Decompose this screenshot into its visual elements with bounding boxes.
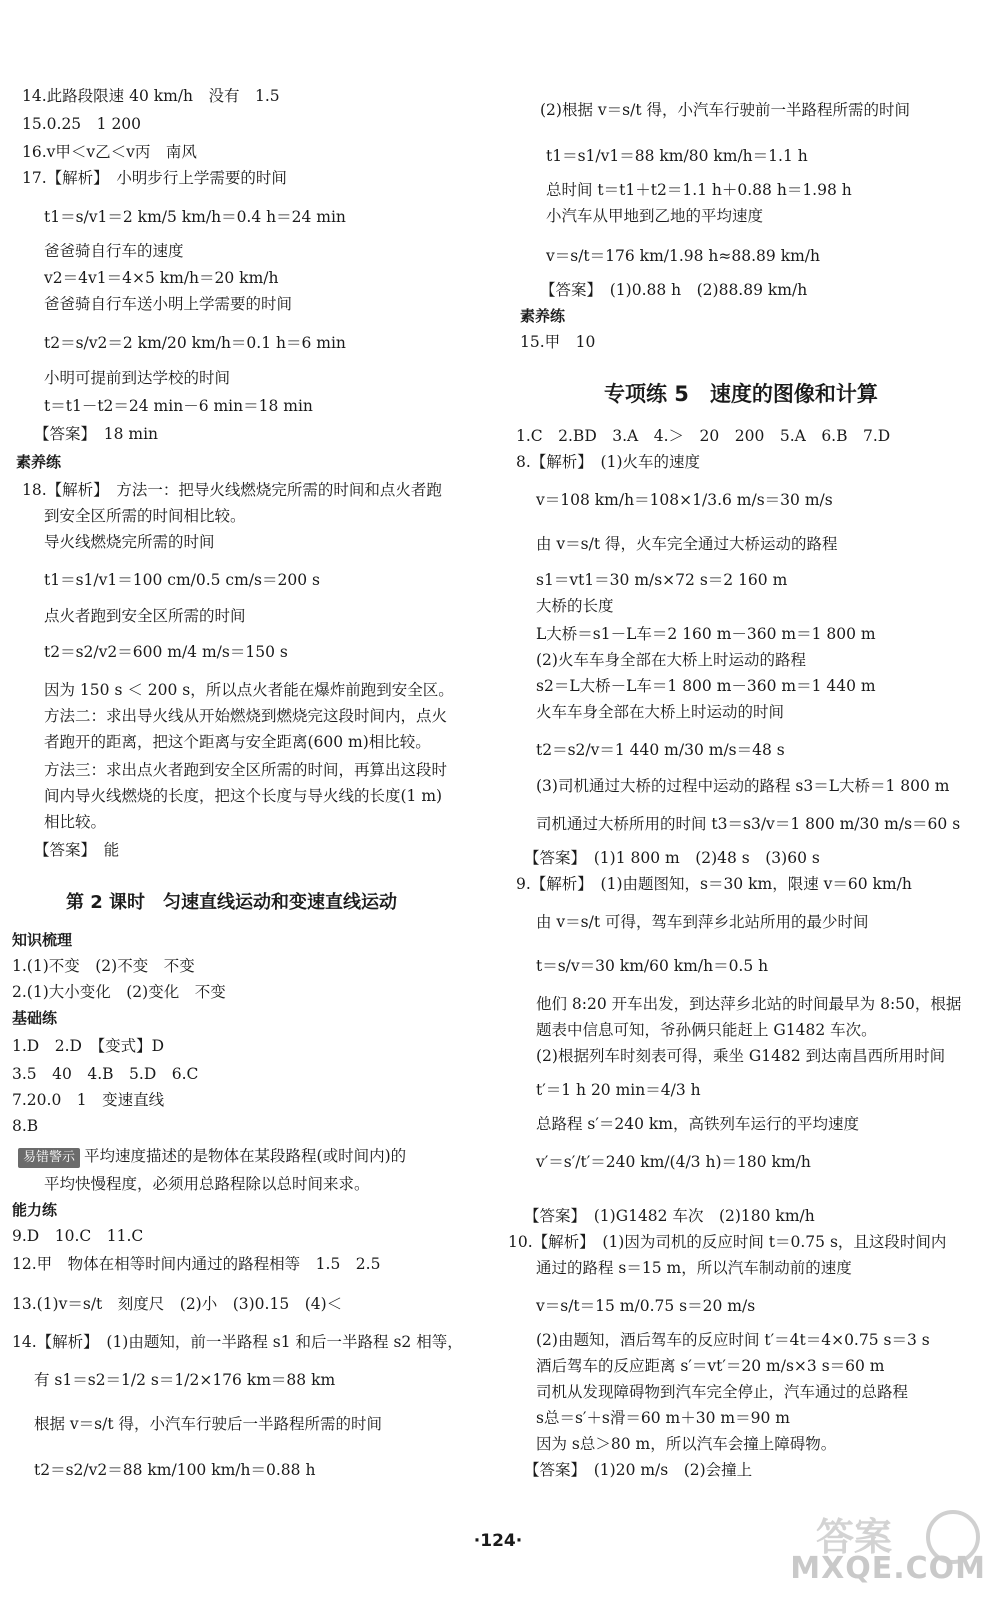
right-line <box>536 912 869 932</box>
right-line-text: 总时间 t＝t1＋t2＝1.1 h＋0.88 h＝1.98 h <box>546 181 852 199</box>
right-line <box>536 624 876 644</box>
left-line-text: 者跑开的距离，把这个距离与安全距离(600 m)相比较。 <box>44 733 431 751</box>
right-line <box>536 1258 852 1278</box>
left-line-text: 方法三：求出点火者跑到安全区所需的时间，再算出这段时 <box>44 761 448 779</box>
right-line-text: 【答案】 (1)G1482 车次 (2)180 km/h <box>524 1207 815 1225</box>
right-line-text: s2＝L大桥－L车＝1 800 m－360 m＝1 440 m <box>536 677 876 695</box>
left-line-text: 9.D 10.C 11.C <box>12 1227 144 1245</box>
watermark-logo <box>790 1504 986 1592</box>
left-line <box>12 1332 463 1352</box>
left-line-text: 相比较。 <box>44 813 107 831</box>
right-line-text: (3)司机通过大桥的过程中运动的路程 s3＝L大桥＝1 800 m <box>536 777 950 795</box>
right-line <box>536 1408 790 1428</box>
right-line-text: 由 v＝s/t 可得，驾车到萍乡北站所用的最少时间 <box>536 913 869 931</box>
left-line-text: t1＝s/v1＝2 km/5 km/h＝0.4 h＝24 min <box>44 208 346 226</box>
right-line <box>536 570 787 590</box>
right-line <box>536 676 876 696</box>
left-line-text: 爸爸骑自行车送小明上学需要的时间 <box>44 295 293 313</box>
left-line <box>16 452 61 472</box>
right-line-text: 总路程 s′＝240 km，高铁列车运行的平均速度 <box>536 1115 860 1133</box>
right-line-text: 由 v＝s/t 得，火车完全通过大桥运动的路程 <box>536 535 838 553</box>
right-line <box>536 994 961 1014</box>
left-line <box>12 982 226 1002</box>
left-line <box>12 1116 38 1136</box>
right-line <box>516 452 700 472</box>
right-line <box>516 426 890 446</box>
left-line <box>12 1226 143 1246</box>
left-line-text: 15.0.25 1 200 <box>22 115 142 133</box>
right-line <box>604 384 878 404</box>
right-line <box>520 306 565 326</box>
right-line <box>536 740 785 760</box>
right-line <box>540 100 910 120</box>
right-line <box>536 814 960 834</box>
right-line <box>520 332 595 352</box>
right-line-text: 15.甲 10 <box>520 333 596 351</box>
right-line <box>536 1296 755 1316</box>
right-line <box>536 1356 885 1376</box>
left-line <box>12 956 195 976</box>
left-line <box>44 642 288 662</box>
left-line <box>44 1174 370 1194</box>
right-line-text: 10.【解析】 (1)因为司机的反应时间 t＝0.75 s，且这段时间内 <box>508 1233 947 1251</box>
left-line-text: 16.v甲＜v乙＜v丙 南风 <box>22 143 197 161</box>
right-line-text: 【答案】 (1)1 800 m (2)48 s (3)60 s <box>524 849 820 867</box>
left-line <box>22 142 197 162</box>
right-line <box>524 1206 815 1226</box>
right-line-text: v＝s/t＝15 m/0.75 s＝20 m/s <box>536 1297 756 1315</box>
left-line-text: 【答案】 18 min <box>34 425 159 443</box>
right-line-text: s总＝s′＋s滑＝60 m＋30 m＝90 m <box>536 1409 790 1427</box>
right-line <box>536 1330 930 1350</box>
tip-badge: 易错警示 <box>18 1148 80 1168</box>
left-line-text: 17.【解析】 小明步行上学需要的时间 <box>22 169 287 187</box>
right-line-text: 【答案】 (1)0.88 h (2)88.89 km/h <box>540 281 808 299</box>
right-line <box>536 956 768 976</box>
left-line-text: 第 2 课时 匀速直线运动和变速直线运动 <box>66 892 398 913</box>
right-line <box>524 848 820 868</box>
left-line <box>44 294 292 314</box>
right-line-text: 8.【解析】 (1)火车的速度 <box>516 453 700 471</box>
right-line-text: 9.【解析】 (1)由题图知，s＝30 km，限速 v＝60 km/h <box>516 875 912 893</box>
right-line <box>536 776 950 796</box>
right-line <box>508 1232 946 1252</box>
right-line <box>536 1020 877 1040</box>
right-line-text: 司机从发现障碍物到汽车完全停止，汽车通过的总路程 <box>536 1383 909 1401</box>
right-line-text: (2)火车车身全部在大桥上时运动的路程 <box>536 651 806 669</box>
left-line-text: 18.【解析】 方法一：把导火线燃烧完所需的时间和点火者跑 <box>22 481 442 499</box>
right-line <box>536 534 838 554</box>
right-line-text: 司机通过大桥所用的时间 t3＝s3/v＝1 800 m/30 m/s＝60 s <box>536 815 961 833</box>
right-line-text: 因为 s总＞80 m，所以汽车会撞上障碍物。 <box>536 1435 837 1453</box>
left-line-text: t1＝s1/v1＝100 cm/0.5 cm/s＝200 s <box>44 571 320 589</box>
left-line <box>12 1090 164 1110</box>
left-line-text: 3.5 40 4.B 5.D 6.C <box>12 1065 199 1083</box>
right-line-text: 1.C 2.BD 3.A 4.＞ 20 200 5.A 6.B 7.D <box>516 427 891 445</box>
right-line-text: 通过的路程 s＝15 m，所以汽车制动前的速度 <box>536 1259 852 1277</box>
right-line-text: 素养练 <box>520 307 566 325</box>
right-line <box>524 1460 752 1480</box>
right-line <box>546 146 808 166</box>
left-line-text: 到安全区所需的时间相比较。 <box>44 507 246 525</box>
right-line-text: 【答案】 (1)20 m/s (2)会撞上 <box>524 1461 753 1479</box>
left-line <box>44 606 246 626</box>
left-line <box>44 241 184 261</box>
left-line <box>34 1460 315 1480</box>
right-line-text: 小汽车从甲地到乙地的平均速度 <box>546 207 764 225</box>
left-line <box>44 368 230 388</box>
left-line <box>12 930 72 950</box>
right-line <box>536 596 614 616</box>
left-line-text: 平均速度描述的是物体在某段路程(或时间内)的 <box>84 1147 407 1165</box>
watermark-text: MXQE.COM <box>790 1551 986 1586</box>
right-line <box>536 1382 908 1402</box>
right-line-text: t＝s/v＝30 km/60 km/h＝0.5 h <box>536 957 769 975</box>
left-line <box>12 1008 57 1028</box>
right-line-text: 酒后驾车的反应距离 s′＝vt′＝20 m/s×3 s＝60 m <box>536 1357 885 1375</box>
left-line <box>44 268 278 288</box>
right-line <box>516 874 912 894</box>
left-line-text: 小明可提前到达学校的时间 <box>44 369 231 387</box>
left-line <box>12 1294 342 1314</box>
right-line <box>546 246 820 266</box>
right-line-text: 他们 8:20 开车出发，到达萍乡北站的时间最早为 8:50，根据 <box>536 995 962 1013</box>
right-line-text: L大桥＝s1－L车＝2 160 m－360 m＝1 800 m <box>536 625 876 643</box>
left-line <box>44 396 313 416</box>
right-line <box>546 206 763 226</box>
left-line <box>34 1370 335 1390</box>
left-line-text: 根据 v＝s/t 得，小汽车行驶后一半路程所需的时间 <box>34 1415 383 1433</box>
left-line <box>44 706 447 726</box>
right-line-text: (2)由题知，酒后驾车的反应时间 t′＝4t＝4×0.75 s＝3 s <box>536 1331 930 1349</box>
left-line <box>44 532 215 552</box>
left-line <box>44 732 431 752</box>
left-line-text: 7.20.0 1 变速直线 <box>12 1091 165 1109</box>
left-line-text: t2＝s/v2＝2 km/20 km/h＝0.1 h＝6 min <box>44 334 346 352</box>
left-line <box>44 680 454 700</box>
left-line-text: 间内导火线燃烧的长度，把这个长度与导火线的长度(1 m) <box>44 787 443 805</box>
right-line <box>536 1434 836 1454</box>
left-line-text: v2＝4v1＝4×5 km/h＝20 km/h <box>44 269 279 287</box>
left-line <box>44 333 346 353</box>
left-line <box>22 114 141 134</box>
left-line <box>34 840 119 860</box>
left-line-text: 方法二：求出导火线从开始燃烧到燃烧完这段时间内，点火 <box>44 707 448 725</box>
right-line-text: s1＝vt1＝30 m/s×72 s＝2 160 m <box>536 571 788 589</box>
left-line <box>12 1064 198 1084</box>
right-line-text: t1＝s1/v1＝88 km/80 km/h＝1.1 h <box>546 147 808 165</box>
left-line-text: t2＝s2/v2＝600 m/4 m/s＝150 s <box>44 643 288 661</box>
right-line-text: t′＝1 h 20 min＝4/3 h <box>536 1081 701 1099</box>
right-line <box>536 1114 859 1134</box>
left-line-text: 1.D 2.D 【变式】D <box>12 1037 165 1055</box>
left-line-text: 12.甲 物体在相等时间内通过的路程相等 1.5 2.5 <box>12 1255 381 1273</box>
right-line-text: 火车车身全部在大桥上时运动的时间 <box>536 703 785 721</box>
right-line-text: 专项练 5 速度的图像和计算 <box>604 382 878 406</box>
right-line <box>536 650 806 670</box>
right-line-text: 大桥的长度 <box>536 597 614 615</box>
watermark-glyph: 答案 <box>816 1515 893 1559</box>
right-line-text: v＝108 km/h＝108×1/3.6 m/s＝30 m/s <box>536 491 833 509</box>
left-line-text: 素养练 <box>16 453 62 471</box>
left-line <box>44 786 442 806</box>
right-line <box>536 1152 811 1172</box>
right-line-text: v＝s/t＝176 km/1.98 h≈88.89 km/h <box>546 247 820 265</box>
right-line <box>536 1080 701 1100</box>
left-line-text: 导火线燃烧完所需的时间 <box>44 533 215 551</box>
left-line-text: t2＝s2/v2＝88 km/100 km/h＝0.88 h <box>34 1461 316 1479</box>
left-line-text: t＝t1－t2＝24 min－6 min＝18 min <box>44 397 313 415</box>
left-line-text: 13.(1)v＝s/t 刻度尺 (2)小 (3)0.15 (4)＜ <box>12 1295 343 1313</box>
left-line-text: 有 s1＝s2＝1/2 s＝1/2×176 km＝88 km <box>34 1371 336 1389</box>
left-line <box>22 168 287 188</box>
left-line-text: 爸爸骑自行车的速度 <box>44 242 184 260</box>
left-line <box>44 207 346 227</box>
left-line <box>12 1200 57 1220</box>
left-line <box>12 1036 164 1056</box>
right-line-text: (2)根据 v＝s/t 得，小汽车行驶前一半路程所需的时间 <box>540 101 910 119</box>
right-line-text: (2)根据列车时刻表可得，乘坐 G1482 到达南昌西所用时间 <box>536 1047 946 1065</box>
right-line <box>536 702 784 722</box>
left-line <box>18 1146 406 1168</box>
page-number: ·124· <box>473 1531 523 1551</box>
left-line <box>44 570 320 590</box>
left-line <box>22 480 442 500</box>
left-line <box>66 893 397 913</box>
left-line-text: 【答案】 能 <box>34 841 120 859</box>
right-line <box>536 1046 945 1066</box>
left-line-text: 基础练 <box>12 1009 58 1027</box>
left-line-text: 14.此路段限速 40 km/h 没有 1.5 <box>22 87 280 105</box>
left-line <box>22 86 280 106</box>
right-line <box>546 180 852 200</box>
left-line <box>34 424 158 444</box>
left-line-text: 14.【解析】 (1)由题知，前一半路程 s1 和后一半路程 s2 相等， <box>12 1333 463 1351</box>
left-line <box>34 1414 382 1434</box>
left-line-text: 1.(1)不变 (2)不变 不变 <box>12 957 195 975</box>
left-line-text: 8.B <box>12 1117 39 1135</box>
right-line <box>540 280 807 300</box>
left-line-text: 平均快慢程度，必须用总路程除以总时间来求。 <box>44 1175 370 1193</box>
left-line <box>44 760 447 780</box>
left-line <box>44 812 106 832</box>
left-line-text: 能力练 <box>12 1201 58 1219</box>
left-line <box>12 1254 380 1274</box>
left-line-text: 2.(1)大小变化 (2)变化 不变 <box>12 983 226 1001</box>
right-line-text: v′＝s′/t′＝240 km/(4/3 h)＝180 km/h <box>536 1153 811 1171</box>
left-line-text: 知识梳理 <box>12 931 73 949</box>
right-line <box>536 490 833 510</box>
left-line-text: 点火者跑到安全区所需的时间 <box>44 607 246 625</box>
right-line-text: 题表中信息可知，爷孙俩只能赶上 G1482 车次。 <box>536 1021 877 1039</box>
right-line-text: t2＝s2/v＝1 440 m/30 m/s＝48 s <box>536 741 785 759</box>
left-line <box>44 506 246 526</box>
left-line-text: 因为 150 s ＜ 200 s，所以点火者能在爆炸前跑到安全区。 <box>44 681 454 699</box>
